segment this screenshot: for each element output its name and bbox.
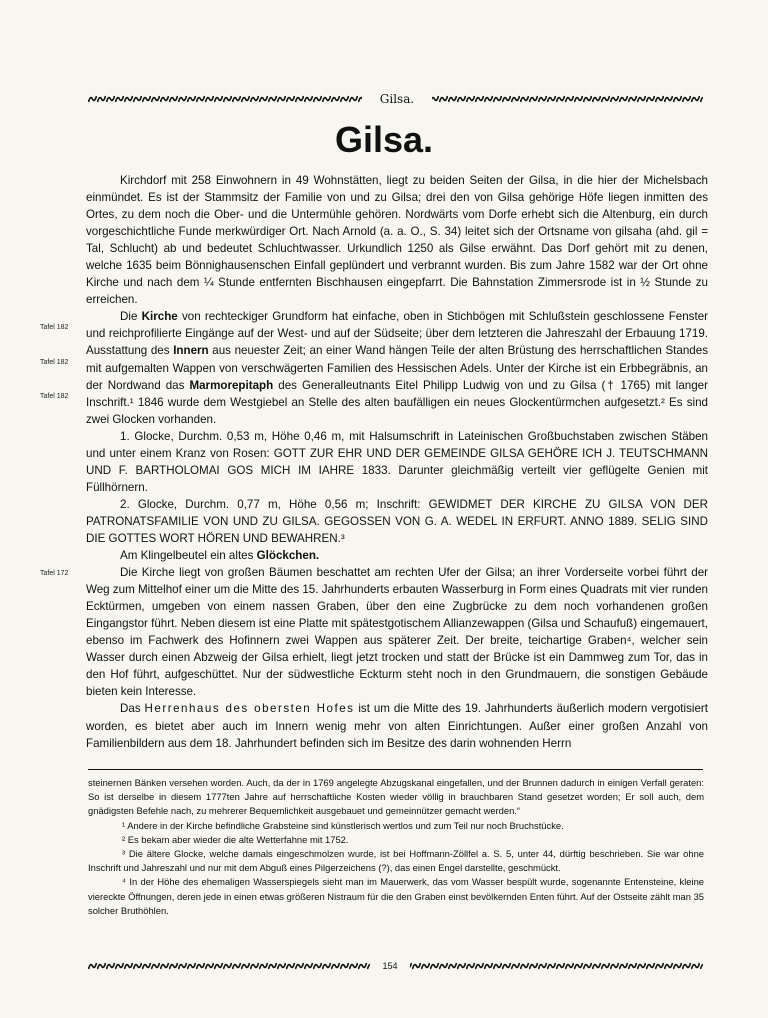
term-marmorepitaph: Marmorepitaph <box>189 378 274 392</box>
footnote-3: ³ Die ältere Glocke, welche damals eingeschmolzen wurde, ist bei Hoffmann-Zöllfel a. S. 5, unter 44, dürftig beschrieben. Sie war ohne Inschrift und Jahreszahl und nur mit dem Abguß eines Pilgerzeichens (?), das einen Engel darstellte, geschmückt. <box>88 848 704 874</box>
term-kirche: Kirche <box>141 310 178 324</box>
paragraph-wasserburg: Die Kirche liegt von großen Bäumen beschattet am rechten Ufer der Gilsa; an ihrer Vorderseite vorbei führt der Weg zum Mittelhof einer um die Mitte des 15. Jahrhunderts erbauten Wasserburg in Form eines Quadrats mit vier runden Ecktürmen, umgeben von einem nassen Graben, über den eine Zugbrücke zu dem noch vorhandenen großen Eingangstor führt. Neben diesem ist eine Platte mit spätestgotischem Allianzewappen (Gilsa und Schaufuß) eingemauert, ebenso im Fachwerk des Hofinnern zwei Wappen aus späterer Zeit. Der breite, teichartige Graben⁴, welcher sein Wasser durch einen Abzweig der Gilsa erhielt, liegt jetzt trocken und statt der Brücke ist ein Dammweg zum Tor, das in den Hof führt, aufgeschüttet. Nur der südwestliche Eckturm steht noch in den Grundmauern, die sonstigen Gebäude bieten kein Interesse. <box>86 566 708 699</box>
running-header: Gilsa. <box>362 92 432 106</box>
footnote-4: ⁴ In der Höhe des ehemaligen Wasserspiegels sieht man im Mauerwerk, das vom Wasser bespült wurde, sogenannte Entensteine, kleine viereckte Öffnungen, deren jede in einen etwas größeren Nistraum für die den Graben einst bevölkernden Enten führt. Auf der Ostseite zählt man 35 solcher Bruthöhlen. <box>88 876 704 916</box>
page-title: Gilsa. <box>334 119 434 160</box>
term-innern: Innern <box>173 344 209 358</box>
main-text <box>86 172 708 752</box>
paragraph-herrenhaus: Das Herrenhaus des obersten Hofes ist um die Mitte des 19. Jahrhunderts äußerlich modern vergotisiert worden, es bietet aber auch im Innern wenig mehr von alten Einrichtungen. Außer einer großen Anzahl von Familienbildern aus dem 18. Jahrhundert befinden sich im Besitze des darin wohnenden Herrn <box>86 702 708 750</box>
paragraph-gloeckchen: Am Klingelbeutel ein altes Glöckchen. <box>120 549 320 563</box>
paragraph-glocke-1: 1. Glocke, Durchm. 0,53 m, Höhe 0,46 m, mit Halsumschrift in Lateinischen Großbuchstaben zwischen Stäben und unter einem Kranz von Rosen: GOTT ZUR EHR UND DER GEMEINDE GILSA GEHÖRE ICH J. TEUTSCHMANN UND F. BARTHOLOMAI GOS MICH IM IAHRE 1833. Darunter gleichmäßig verteilt vier geflügelte Genien mit Füllhörnern. <box>86 429 708 494</box>
paragraph-intro: Kirchdorf mit 258 Einwohnern in 49 Wohnstätten, liegt zu beiden Seiten der Gilsa, in die hier der Michelsbach einmündet. Es ist der Stammsitz der Familie von und zu Gilsa; drei den von Gilsa gehörige Höfe liegen inmitten des Ortes, zu dem noch die Ober- und die Untermühle gehören. Nordwärts vom Dorfe erhebt sich die Altenburg, ein durch vorgeschichtliche Funde merkwürdiger Ort. Nach Arnold (a. a. O., S. 34) leitet sich der Ortsname von gilsaha (ahd. gil = Tal, Schlucht) ab und bedeutet Schluchtwasser. Urkundlich 1250 als Gilse erwähnt. Das Dorf gehört mit zu denen, welche 1635 beim Bönnighausenschen Einfall geplündert und verbrannt wurden. Bis zum Jahre 1582 war der Ort ohne Kirche und nach dem ¼ Stunde entfernten Bischhausen eingepfarrt. Die Bahnstation Zimmersrode ist in ½ Stunde zu erreichen. <box>86 174 708 307</box>
footnote-2: ² Es bekam aber wieder die alte Wetterfahne mit 1752. <box>122 833 349 845</box>
footnotes <box>88 776 704 918</box>
margin-note: Tafel 182 <box>40 324 69 331</box>
page-number: 154 <box>370 960 410 972</box>
term-gloeckchen: Glöckchen. <box>256 549 320 563</box>
margin-note: Tafel 182 <box>40 359 69 366</box>
margin-note: Tafel 172 <box>40 570 69 577</box>
paragraph-glocke-2: 2. Glocke, Durchm. 0,77 m, Höhe 0,56 m; Inschrift: GEWIDMET DER KIRCHE ZU GILSA VON DER PATRONATSFAMILIE VON UND ZU GILSA. GEGOSSEN VON G. A. WEDEL IN ERFURT. ANNO 1889. SELIG SIND DIE GOTTES WORT HÖREN UND BEWAHREN.³ <box>86 497 708 545</box>
footnote-divider <box>88 769 703 770</box>
term-herrenhaus: Herrenhaus des obersten Hofes <box>144 702 355 716</box>
footnote-continuation: steinernen Bänken versehen worden. Auch, da der in 1769 angelegte Abzugskanal eingefallen, und der Brunnen dadurch in einigen Verfall geraten: So ist derselbe in diesem 1777ten Jahre auf herrschaftliche Kosten wieder völlig in brauchbaren Stand gesetzet worden; Er soll auch, dem gnädigsten Befehle nach, zu mehrerer Bequemlichkeit ausgebauet und gemeinnützer gemacht werden.“ <box>88 777 704 817</box>
footnote-1: ¹ Andere in der Kirche befindliche Grabsteine sind künstlerisch wertlos und zum Teil nur noch Bruchstücke. <box>122 819 564 831</box>
paragraph-kirche: Die Kirche von rechteckiger Grundform hat einfache, oben in Stichbögen mit Schlußstein geschlossene Fenster und reichprofilierte Eingänge auf der West- und auf der Südseite; über dem letzteren die Jahreszahl der Erbauung 1719. Ausstattung des Innern aus neuester Zeit; an einer Wand hängen Teile der alten Brüstung des herrschaftlichen Standes mit aufgemalten Wappen von verschwägerten Familien des Hessischen Adels. Unter der Kirche ist ein Erbbegräbnis, an der Nordwand das Marmorepitaph des Generalleutnants Eitel Philipp Ludwig von und zu Gilsa († 1765) mit langer Inschrift.¹ 1846 wurde dem Westgiebel an Stelle des alten baufälligen ein neues Glockentürmchen aufgesetzt.² Es sind zwei Glocken vorhanden. <box>86 310 708 426</box>
margin-note: Tafel 182 <box>40 393 69 400</box>
